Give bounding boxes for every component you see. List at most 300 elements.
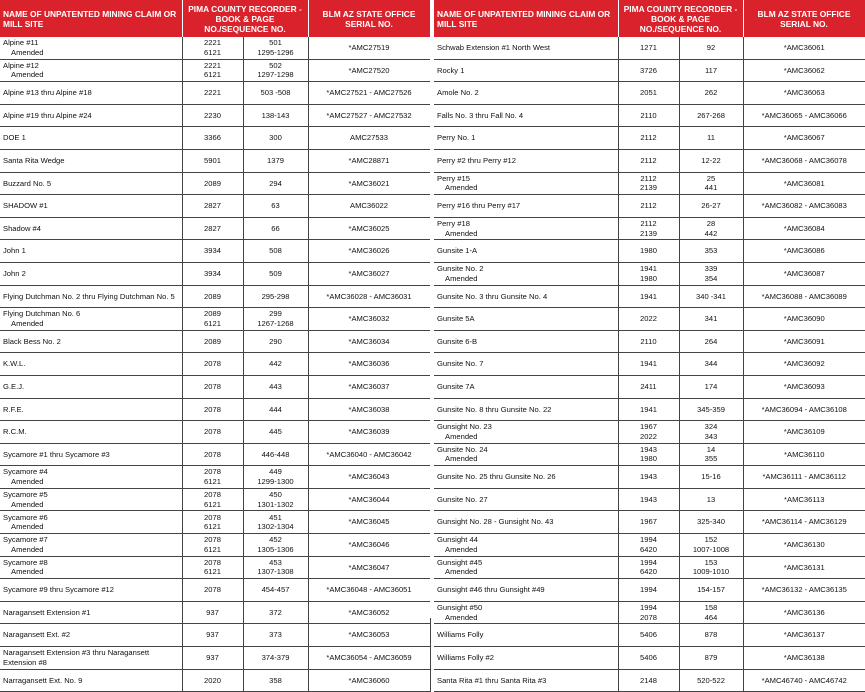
- claim-name: Sycamore #1 thru Sycamore #3: [3, 449, 110, 459]
- book-number: 2051: [640, 88, 657, 98]
- blm-serial-cell: [308, 488, 430, 511]
- table-row: [0, 669, 430, 692]
- book-number: 2089: [204, 178, 221, 188]
- claim-name-cell: [0, 556, 182, 579]
- claim-name-cell: [434, 647, 618, 670]
- book-number-amended: 1980: [640, 454, 657, 464]
- claim-name: Falls No. 3 thru Fall No. 4: [437, 110, 524, 120]
- table-row: [0, 443, 430, 466]
- blm-serial-cell: [743, 556, 865, 579]
- page-cell: [679, 443, 743, 466]
- blm-serial-cell: [743, 353, 865, 376]
- page-cell: [243, 82, 308, 105]
- blm-serial: *AMC36137: [783, 630, 825, 640]
- book-number-amended: 6121: [204, 544, 221, 554]
- claim-name-cell: [434, 262, 618, 285]
- page-cell: [243, 466, 308, 489]
- book-number: 2110: [640, 336, 657, 346]
- page-cell: [679, 127, 743, 150]
- claim-name: John 1: [3, 246, 26, 256]
- book-cell: [618, 330, 679, 353]
- blm-serial: *AMC36113: [784, 494, 825, 504]
- blm-serial-cell: [308, 172, 430, 195]
- book-cell: [618, 37, 679, 59]
- blm-serial-cell: [308, 466, 430, 489]
- amended-label: Amended: [445, 273, 478, 283]
- claim-name: R.C.M.: [3, 427, 27, 437]
- blm-serial: AMC36022: [350, 201, 388, 211]
- book-cell: [182, 556, 243, 579]
- page-cell: [679, 534, 743, 557]
- claim-name: Gunsight 44: [437, 535, 478, 545]
- blm-serial-cell: [743, 601, 865, 624]
- claim-name: Buzzard No. 5: [3, 178, 52, 188]
- blm-serial-cell: [743, 647, 865, 670]
- book-cell: [618, 443, 679, 466]
- book-cell: [182, 217, 243, 240]
- page-number-amended: 355: [704, 454, 718, 464]
- table-row: [434, 262, 865, 285]
- book-number: 1941: [640, 404, 657, 414]
- page-number: 339: [704, 264, 718, 274]
- page-cell: [243, 488, 308, 511]
- book-number-amended: 6121: [204, 318, 221, 328]
- book-cell: [618, 172, 679, 195]
- page-number: 264: [704, 336, 718, 346]
- page-number: 13: [706, 494, 716, 504]
- page-number: 92: [706, 43, 716, 52]
- page-number: 154-157: [697, 585, 725, 595]
- book-number: 2221: [204, 88, 221, 98]
- amended-label: Amended: [445, 228, 478, 238]
- page-cell: [243, 59, 308, 82]
- page-cell: [679, 398, 743, 421]
- page-number: 158: [704, 603, 718, 613]
- claim-name-cell: [434, 59, 618, 82]
- book-cell: [182, 127, 243, 150]
- page-cell: [679, 601, 743, 624]
- book-number: 3366: [204, 133, 221, 143]
- claim-name: Amole No. 2: [437, 88, 479, 98]
- claim-name-cell: [0, 330, 182, 353]
- table-row: [0, 127, 430, 150]
- book-number: 2827: [204, 201, 221, 211]
- page-number: 374-379: [261, 653, 290, 663]
- page-number: 502: [269, 60, 282, 70]
- page-number-amended: 1295-1296: [257, 47, 294, 57]
- page-number-amended: 1267-1268: [257, 318, 294, 328]
- blm-serial: *AMC36109: [783, 427, 825, 437]
- book-number: 3934: [204, 246, 221, 256]
- claim-name-cell: [434, 217, 618, 240]
- claim-name-header: NAME OF UNPATENTED MINING CLAIM OR MILL SITE: [434, 0, 618, 37]
- claim-name: Perry #18: [437, 218, 470, 228]
- claim-name: Gunsite No. 7: [437, 359, 484, 369]
- page-number: 1379: [267, 155, 284, 165]
- claim-name: Alpine #11: [3, 38, 39, 48]
- book-number: 2078: [204, 404, 221, 414]
- page-cell: [679, 488, 743, 511]
- claim-name: Naragansett Extension #3 thru Naragansett Extension #8: [3, 648, 150, 667]
- page-number: 340 -341: [696, 291, 726, 301]
- book-number: 2089: [204, 309, 221, 319]
- page-cell: [243, 172, 308, 195]
- claim-name-cell: [0, 82, 182, 105]
- book-cell: [182, 398, 243, 421]
- book-number-amended: 2022: [640, 431, 657, 441]
- blm-serial-cell: [308, 421, 430, 444]
- claim-name-cell: [0, 308, 182, 331]
- page-cell: [243, 556, 308, 579]
- book-number: 1943: [640, 494, 657, 504]
- page-number-amended: 354: [704, 273, 718, 283]
- claim-name-cell: [434, 353, 618, 376]
- amended-label: Amended: [11, 499, 44, 509]
- book-number: 2112: [640, 155, 657, 165]
- book-cell: [182, 195, 243, 218]
- claim-name: Alpine #12: [3, 60, 39, 70]
- book-cell: [618, 217, 679, 240]
- amended-label: Amended: [445, 544, 478, 554]
- blm-serial-cell: [743, 37, 865, 59]
- blm-serial-cell: [743, 59, 865, 82]
- amended-label: Amended: [11, 567, 44, 577]
- table-row: [0, 421, 430, 444]
- blm-serial: *AMC36081: [783, 178, 825, 188]
- book-number: 2078: [204, 467, 221, 477]
- blm-serial: *AMC36034: [348, 336, 390, 346]
- blm-serial: *AMC36090: [783, 314, 825, 324]
- claim-name: G.E.J.: [3, 381, 25, 391]
- table-row: [434, 195, 865, 218]
- book-number: 1967: [640, 517, 657, 527]
- table-row: [434, 353, 865, 376]
- book-number: 2411: [640, 381, 657, 391]
- page-cell: [679, 59, 743, 82]
- book-cell: [618, 511, 679, 534]
- page-number-amended: 442: [704, 228, 718, 238]
- claim-name-cell: [434, 534, 618, 557]
- table-row: [434, 330, 865, 353]
- book-number: 2078: [204, 381, 221, 391]
- claim-name-cell: [434, 37, 618, 59]
- page-number-amended: 441: [704, 183, 718, 193]
- page-number: 372: [269, 607, 282, 617]
- blm-serial: *AMC36067: [783, 133, 825, 143]
- blm-serial-cell: [308, 601, 430, 624]
- claim-name: Gunsite No. 8 thru Gunsite No. 22: [437, 404, 552, 414]
- page-number-amended: 1302-1304: [257, 522, 294, 532]
- page-cell: [679, 240, 743, 263]
- book-number: 5406: [640, 653, 657, 663]
- page-number: 300: [269, 133, 282, 143]
- book-cell: [182, 149, 243, 172]
- blm-serial-cell: [743, 421, 865, 444]
- page-cell: [243, 308, 308, 331]
- page-number: 442: [269, 359, 282, 369]
- amended-label: Amended: [11, 47, 44, 57]
- page-number: 299: [269, 309, 282, 319]
- table-row: [0, 37, 430, 59]
- book-cell: [618, 669, 679, 692]
- blm-serial-cell: [308, 308, 430, 331]
- page-number: 63: [271, 201, 280, 211]
- book-number: 1967: [640, 422, 657, 432]
- table-row: [434, 375, 865, 398]
- page-cell: [243, 579, 308, 602]
- blm-serial-cell: [743, 466, 865, 489]
- page-number: 267-268: [697, 110, 725, 120]
- book-cell: [618, 262, 679, 285]
- blm-serial: *AMC36060: [348, 675, 390, 685]
- book-cell: [618, 647, 679, 670]
- amended-label: Amended: [445, 612, 478, 622]
- claim-name: Gunsite No. 24: [437, 444, 488, 454]
- page-number-amended: 1299-1300: [257, 477, 294, 487]
- page-cell: [679, 285, 743, 308]
- claim-name: Sycamore #4: [3, 467, 48, 477]
- book-number-amended: 6121: [204, 522, 221, 532]
- blm-serial-cell: [308, 624, 430, 647]
- table-row: [0, 82, 430, 105]
- claim-name: Perry No. 1: [437, 133, 476, 143]
- claim-name-cell: [0, 195, 182, 218]
- table-row: [0, 375, 430, 398]
- page-number: 345-359: [697, 404, 725, 414]
- book-number-amended: 6420: [640, 567, 657, 577]
- page-cell: [243, 353, 308, 376]
- book-number: 937: [206, 607, 219, 617]
- book-cell: [618, 624, 679, 647]
- page-cell: [243, 127, 308, 150]
- book-cell: [618, 556, 679, 579]
- blm-serial-cell: [743, 172, 865, 195]
- page-number: 25: [706, 173, 716, 183]
- blm-serial-cell: [308, 104, 430, 127]
- table-row: [0, 534, 430, 557]
- amended-label: Amended: [445, 183, 478, 193]
- book-number: 2148: [640, 675, 657, 685]
- blm-serial: *AMC36086: [783, 246, 825, 256]
- book-number: 1994: [640, 535, 657, 545]
- page-cell: [679, 647, 743, 670]
- book-cell: [618, 601, 679, 624]
- page-cell: [679, 195, 743, 218]
- page-number: 878: [704, 630, 718, 640]
- claim-name-cell: [0, 172, 182, 195]
- blm-serial: *AMC36091: [783, 336, 825, 346]
- page-number: 138-143: [261, 110, 290, 120]
- book-number: 2020: [204, 675, 221, 685]
- table-row: [434, 669, 865, 692]
- table-row: [0, 172, 430, 195]
- claim-name-cell: [0, 59, 182, 82]
- book-number: 2089: [204, 336, 221, 346]
- claim-name: Gunsite 6-B: [437, 336, 478, 346]
- blm-serial: *AMC36040 - AMC36042: [326, 449, 412, 459]
- blm-serial-cell: [743, 375, 865, 398]
- table-row: [0, 240, 430, 263]
- blm-serial: *AMC36136: [783, 607, 825, 617]
- page-number: 28: [706, 218, 716, 228]
- blm-serial: *AMC36038: [348, 404, 390, 414]
- page-number: 449: [269, 467, 282, 477]
- book-number-amended: 6121: [204, 47, 221, 57]
- page-number: 373: [269, 630, 282, 640]
- blm-serial: *AMC36084: [783, 223, 825, 233]
- claim-name: Flying Dutchman No. 2 thru Flying Dutchman No. 5: [3, 291, 175, 301]
- page-number: 174: [704, 381, 718, 391]
- claim-name: Gunsite 1-A: [437, 246, 478, 256]
- page-number: 879: [704, 653, 718, 663]
- blm-serial: *AMC36087: [783, 268, 825, 278]
- claim-name: Alpine #13 thru Alpine #18: [3, 88, 92, 98]
- claim-name-cell: [0, 353, 182, 376]
- page-cell: [243, 421, 308, 444]
- blm-serial: *AMC36062: [783, 65, 825, 75]
- claim-name-cell: [434, 330, 618, 353]
- blm-serial-cell: [743, 488, 865, 511]
- blm-serial: *AMC36068 - AMC36078: [761, 155, 847, 165]
- table-row: [0, 104, 430, 127]
- table-row: [434, 217, 865, 240]
- table-row: [434, 127, 865, 150]
- book-cell: [182, 240, 243, 263]
- book-cell: [618, 579, 679, 602]
- table-row: [0, 647, 430, 670]
- book-cell: [182, 104, 243, 127]
- table-row: [434, 556, 865, 579]
- blm-serial: *AMC36026: [348, 246, 390, 256]
- claim-name: K.W.L.: [3, 359, 26, 369]
- book-number: 2078: [204, 359, 221, 369]
- table-row: [434, 647, 865, 670]
- book-cell: [618, 127, 679, 150]
- page-cell: [679, 82, 743, 105]
- claim-name-cell: [0, 488, 182, 511]
- book-number: 1941: [640, 359, 657, 369]
- blm-serial-cell: [743, 579, 865, 602]
- page-number: 26-27: [701, 201, 721, 211]
- book-cell: [182, 59, 243, 82]
- claim-name: Narragansett Ext. No. 9: [3, 675, 83, 685]
- table-row: [434, 534, 865, 557]
- claim-name: Gunsight #50: [437, 603, 483, 613]
- blm-serial-cell: [308, 195, 430, 218]
- blm-serial-cell: [743, 330, 865, 353]
- blm-serial-cell: [308, 82, 430, 105]
- blm-serial: *AMC36132 - AMC36135: [761, 585, 847, 595]
- table-row: [434, 511, 865, 534]
- table-row: [0, 579, 430, 602]
- blm-serial-cell: [308, 443, 430, 466]
- book-cell: [618, 466, 679, 489]
- blm-serial-cell: [308, 127, 430, 150]
- blm-serial: *AMC36032: [348, 314, 390, 324]
- blm-serial: *AMC46740 - AMC46742: [761, 675, 847, 685]
- claim-name: Shadow #4: [3, 223, 41, 233]
- book-number: 5901: [204, 155, 221, 165]
- book-number-amended: 6121: [204, 567, 221, 577]
- book-cell: [618, 104, 679, 127]
- blm-serial-cell: [308, 669, 430, 692]
- blm-serial: *AMC36082 - AMC36083: [761, 201, 847, 211]
- table-row: [0, 262, 430, 285]
- table-row: [0, 511, 430, 534]
- right-claims-table: [434, 0, 865, 692]
- blm-serial-cell: [743, 127, 865, 150]
- book-number-amended: 2078: [640, 612, 657, 622]
- page-number: 508: [269, 246, 282, 256]
- table-row: [0, 149, 430, 172]
- blm-serial: *AMC36093: [783, 381, 825, 391]
- page-cell: [243, 149, 308, 172]
- book-number-amended: 1980: [640, 273, 657, 283]
- claim-name: Gunsite 7A: [437, 381, 475, 391]
- book-cell: [182, 375, 243, 398]
- book-number: 2078: [204, 512, 221, 522]
- claim-name-cell: [0, 217, 182, 240]
- blm-serial: *AMC36037: [348, 381, 390, 391]
- claim-name: Sycamore #7: [3, 535, 48, 545]
- blm-serial: *AMC36053: [348, 630, 390, 640]
- page-number: 444: [269, 404, 282, 414]
- book-number: 2078: [204, 557, 221, 567]
- book-cell: [618, 488, 679, 511]
- blm-serial: *AMC36111 - AMC36112: [762, 472, 847, 482]
- book-cell: [182, 647, 243, 670]
- page-cell: [679, 149, 743, 172]
- claim-name: Gunsite No. 27: [437, 494, 488, 504]
- claim-name: Gunsight No. 23: [437, 422, 492, 432]
- page-number: 152: [704, 535, 718, 545]
- page-number: 325-340: [697, 517, 725, 527]
- page-number: 15-16: [701, 472, 721, 482]
- claim-name-header: NAME OF UNPATENTED MINING CLAIM OR MILL SITE: [0, 0, 182, 37]
- claim-name-cell: [434, 82, 618, 105]
- book-number: 2078: [204, 427, 221, 437]
- claim-name-cell: [0, 127, 182, 150]
- claim-name-cell: [434, 104, 618, 127]
- page-number: 453: [269, 557, 282, 567]
- claim-name: Gunsite 5A: [437, 314, 475, 324]
- table-row: [434, 601, 865, 624]
- book-cell: [182, 37, 243, 59]
- book-cell: [182, 579, 243, 602]
- table-row: [0, 217, 430, 240]
- book-cell: [618, 59, 679, 82]
- table-row: [434, 488, 865, 511]
- blm-serial: *AMC27527 - AMC27532: [326, 110, 412, 120]
- claim-name: Alpine #19 thru Alpine #24: [3, 110, 92, 120]
- page-cell: [679, 262, 743, 285]
- book-cell: [618, 285, 679, 308]
- claim-name: Sycamore #6: [3, 512, 48, 522]
- right-table-body: [434, 37, 865, 692]
- page-number: 290: [269, 336, 282, 346]
- book-cell: [182, 466, 243, 489]
- book-number: 2078: [204, 490, 221, 500]
- book-number: 1943: [640, 472, 657, 482]
- page-cell: [679, 669, 743, 692]
- book-number: 2089: [204, 291, 221, 301]
- table-row: [434, 624, 865, 647]
- blm-serial-cell: [743, 217, 865, 240]
- page-number: 509: [269, 268, 282, 278]
- claim-name-cell: [0, 285, 182, 308]
- page-number: 503 -508: [260, 88, 291, 98]
- page-cell: [243, 285, 308, 308]
